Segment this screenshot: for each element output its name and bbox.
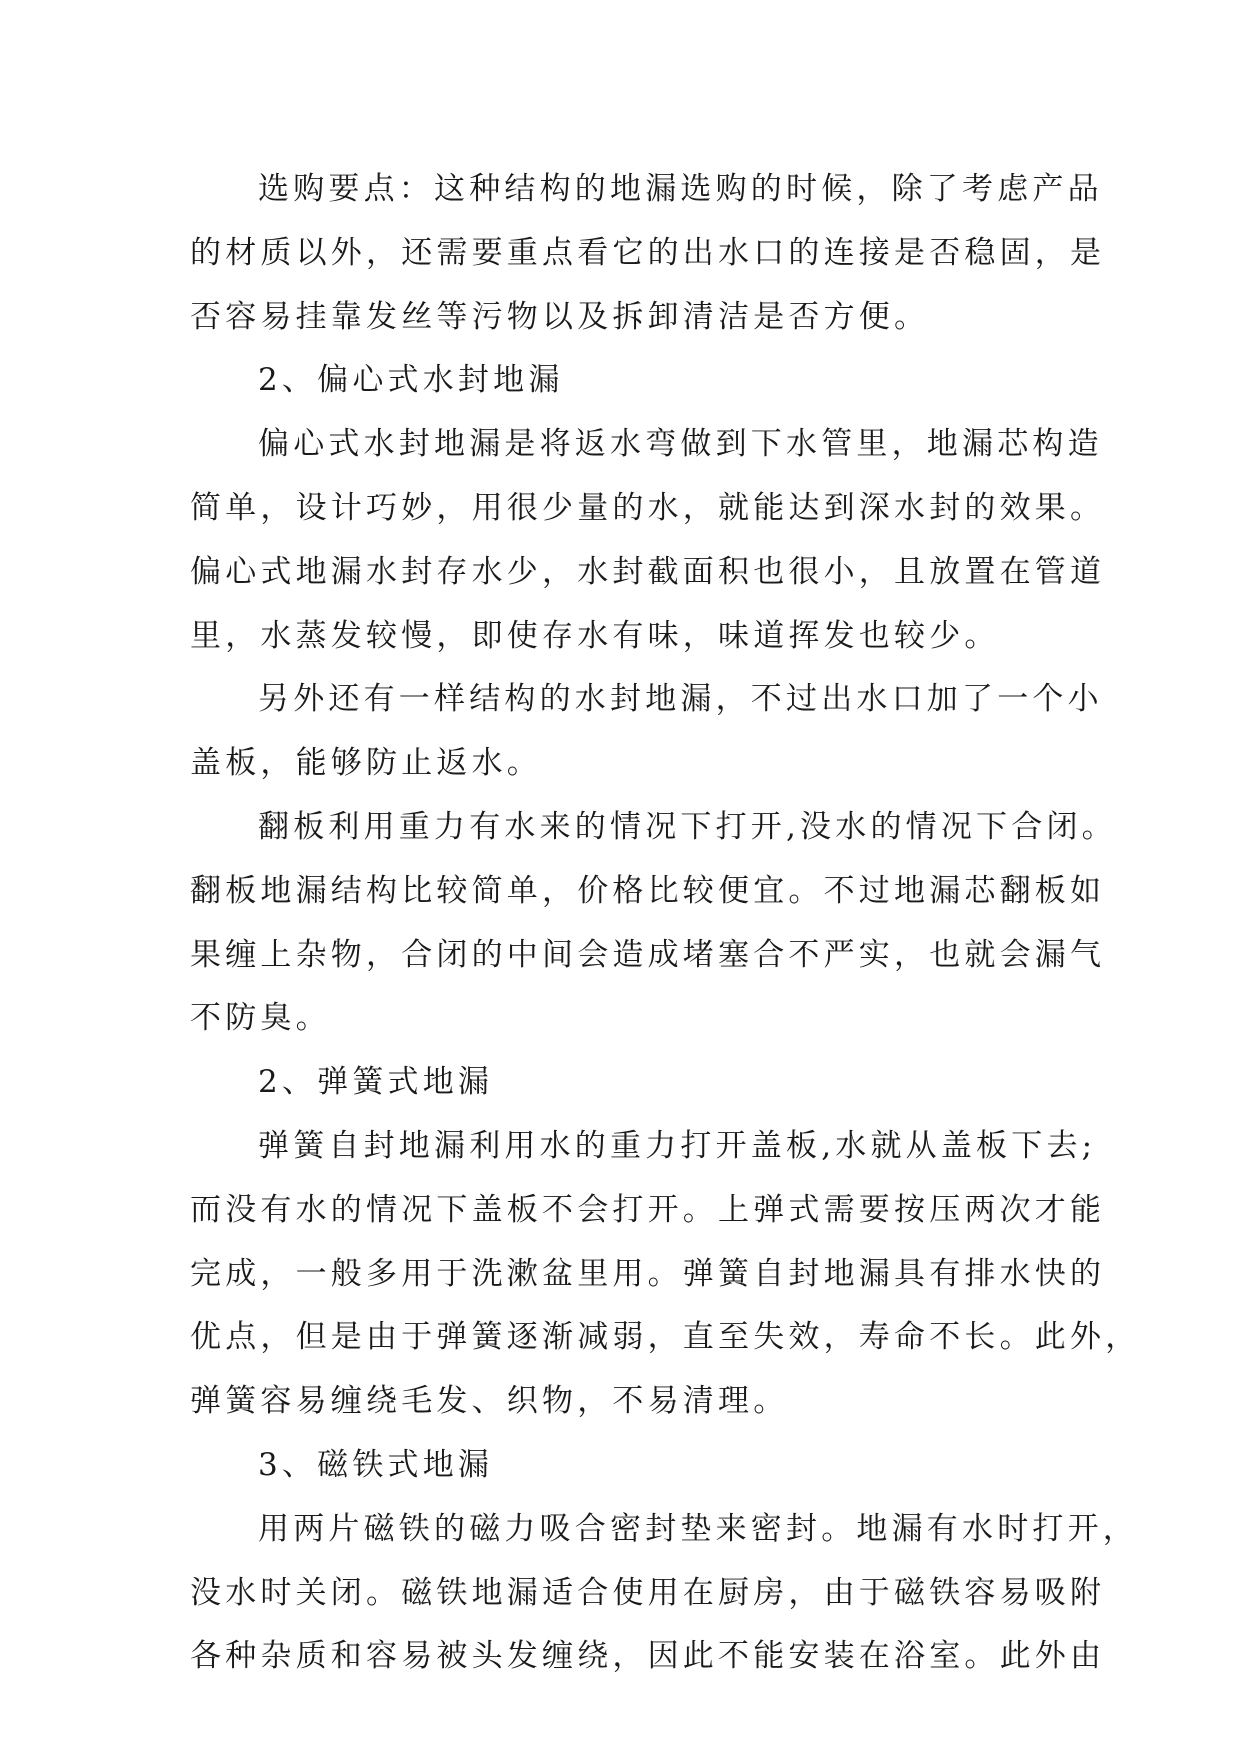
text-line: 翻板利用重力有水来的情况下打开,没水的情况下合闭。 bbox=[258, 808, 1117, 845]
text-line: 简单，设计巧妙，用很少量的水，就能达到深水封的效果。 bbox=[190, 489, 1106, 526]
text-line: 完成，一般多用于洗漱盆里用。弹簧自封地漏具有排水快的 bbox=[190, 1255, 1106, 1292]
text-line: 翻板地漏结构比较简单，价格比较便宜。不过地漏芯翻板如 bbox=[190, 872, 1106, 909]
text-line: 果缠上杂物，合闭的中间会造成堵塞合不严实，也就会漏气 bbox=[190, 936, 1106, 973]
text-line: 弹簧自封地漏利用水的重力打开盖板,水就从盖板下去; bbox=[258, 1127, 1097, 1164]
section-heading: 2、偏心式水封地漏 bbox=[258, 362, 564, 399]
text-line: 另外还有一样结构的水封地漏，不过出水口加了一个小 bbox=[258, 681, 1103, 718]
text-line: 弹簧容易缠绕毛发、织物，不易清理。 bbox=[190, 1383, 789, 1420]
text-line: 优点，但是由于弹簧逐渐减弱，直至失效，寿命不长。此外， bbox=[190, 1319, 1141, 1356]
text-line: 而没有水的情况下盖板不会打开。上弹式需要按压两次才能 bbox=[190, 1191, 1106, 1228]
text-line: 里，水蒸发较慢，即使存水有味，味道挥发也较少。 bbox=[190, 617, 1000, 654]
text-line: 偏心式地漏水封存水少，水封截面积也很小，且放置在管道 bbox=[190, 553, 1106, 590]
text-line: 盖板，能够防止返水。 bbox=[190, 745, 542, 782]
text-line: 偏心式水封地漏是将返水弯做到下水管里，地漏芯构造 bbox=[258, 426, 1103, 463]
text-line: 各种杂质和容易被头发缠绕，因此不能安装在浴室。此外由 bbox=[190, 1638, 1106, 1675]
text-line: 选购要点：这种结构的地漏选购的时候，除了考虑产品 bbox=[258, 171, 1103, 207]
section-heading: 2、弹簧式地漏 bbox=[258, 1064, 494, 1101]
text-line: 没水时关闭。磁铁地漏适合使用在厨房，由于磁铁容易吸附 bbox=[190, 1574, 1106, 1611]
text-line: 不防臭。 bbox=[190, 1000, 331, 1037]
section-heading: 3、磁铁式地漏 bbox=[258, 1446, 494, 1483]
document-body bbox=[190, 158, 1141, 1689]
text-line: 用两片磁铁的磁力吸合密封垫来密封。地漏有水时打开， bbox=[258, 1510, 1138, 1547]
text-line: 的材质以外，还需要重点看它的出水口的连接是否稳固，是 bbox=[190, 234, 1106, 271]
text-line: 否容易挂靠发丝等污物以及拆卸清洁是否方便。 bbox=[190, 298, 930, 335]
